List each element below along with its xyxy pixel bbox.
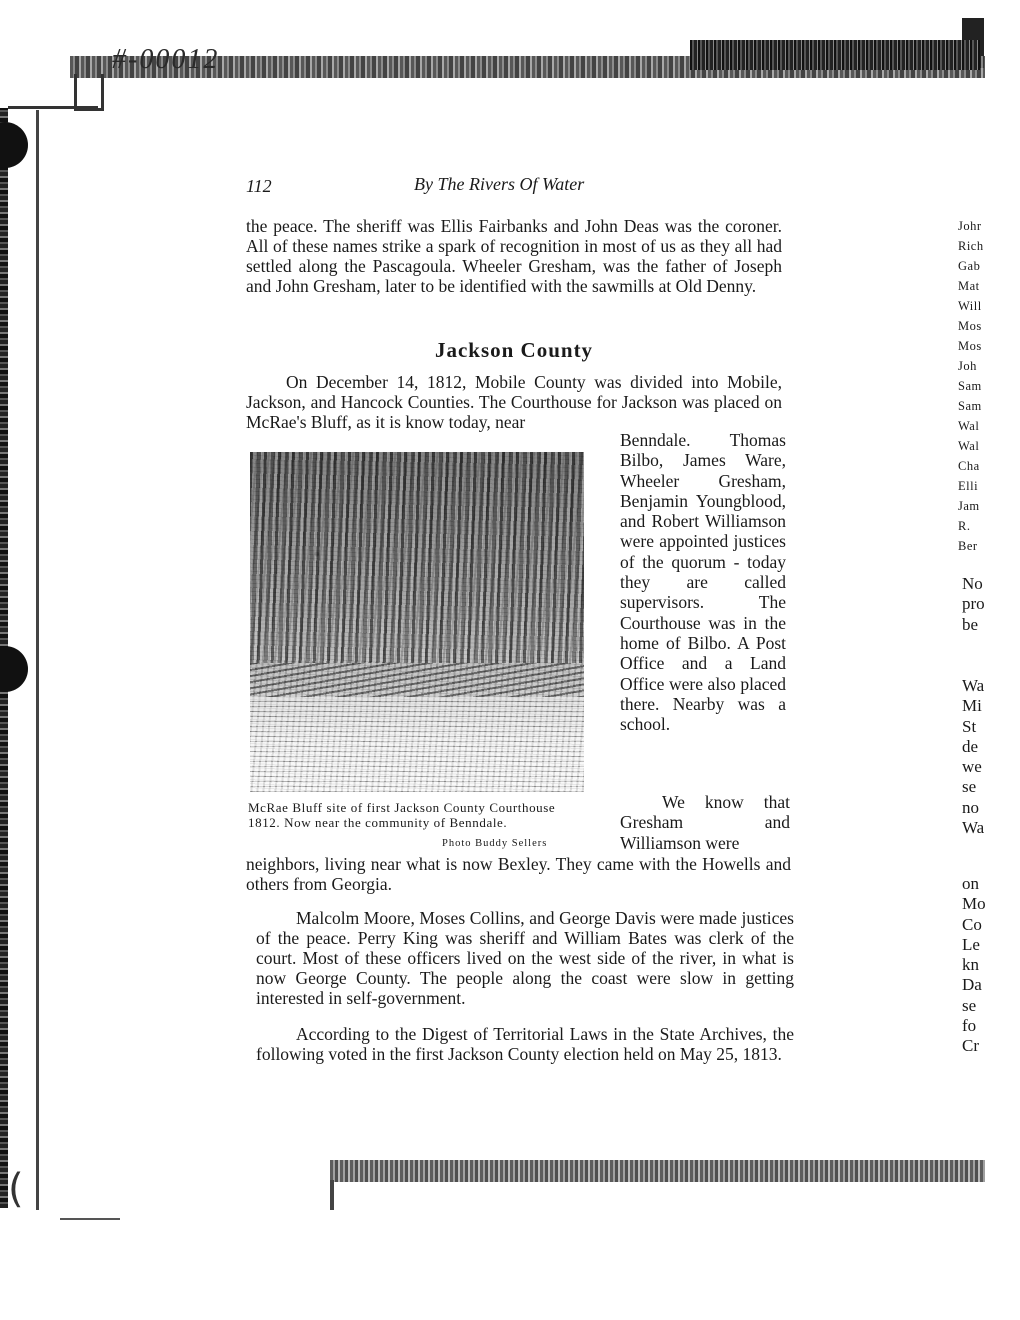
list-item: Sam [958, 399, 982, 413]
text-fragment: no [962, 797, 979, 817]
text-fragment: Le [962, 934, 980, 954]
text-fragment: fo [962, 1016, 977, 1036]
running-title: By The Rivers Of Water [414, 174, 585, 194]
list-item: Jam [958, 499, 980, 513]
photo-credit: Photo Buddy Sellers [442, 838, 548, 849]
scan-bottom-dash [60, 1218, 120, 1220]
text-fragment: Mo [962, 894, 986, 914]
paragraph-county-division: On December 14, 1812, Mobile County was divided into Mobile, Jackson, and Hancock Counties. The Courthouse for Jackson was placed on McRae's Bluff, as it is know today, near [246, 372, 782, 432]
text-fragment: Wa [962, 676, 985, 695]
list-item: Ber [958, 539, 978, 553]
list-item: Joh [958, 359, 977, 373]
text-fragment: se [962, 995, 977, 1015]
text-fragment: kn [962, 955, 979, 975]
list-item: Rich [958, 239, 984, 253]
list-item: Wal [958, 419, 980, 433]
next-page-fragment-2 [962, 676, 1020, 838]
paragraph-justices-side: Benndale. Thomas Bilbo, James Ware, Wheeler Gresham, Benjamin Youngblood, and Robert Williamson were appointed justices of the quorum - today they are called supervisors. The Courthouse was in the home of Bilbo. A Post Office and a Land Office were also placed there. Nearby was a school. [620, 430, 786, 735]
text-fragment: on [962, 874, 979, 893]
next-page-fragment-3 [962, 874, 1020, 1057]
binder-ring-icon: ( [8, 1166, 24, 1212]
text-fragment: pro [962, 594, 985, 614]
scan-bottom-border [330, 1160, 985, 1182]
binder-hole-icon [0, 122, 28, 168]
mcrae-bluff-photo [250, 452, 584, 792]
scan-top-border-dark [690, 40, 980, 70]
list-item: Mat [958, 279, 980, 293]
paragraph-neighbors: neighbors, living near what is now Bexley. They came with the Howells and others from Georgia. [246, 854, 791, 894]
section-heading: Jackson County [434, 338, 594, 362]
list-item: Gab [958, 259, 981, 273]
list-item: Wal [958, 439, 980, 453]
next-page-fragment-1 [962, 574, 1020, 635]
scan-left-top-line [8, 106, 98, 109]
list-item: Cha [958, 459, 980, 473]
list-item: Mos [958, 319, 982, 333]
photo-water [250, 697, 584, 792]
list-item: Will [958, 299, 982, 313]
list-item: Mos [958, 339, 982, 353]
text-fragment: se [962, 777, 977, 797]
text-fragment: Co [962, 914, 982, 934]
photo-caption: McRae Bluff site of first Jackson County Courthouse 1812. Now near the community of Benndale. [248, 800, 556, 830]
list-item: R. [958, 519, 971, 533]
binder-hole-icon [0, 646, 28, 692]
text-fragment: Da [962, 975, 982, 995]
text-fragment: Cr [962, 1036, 979, 1056]
text-fragment: be [962, 614, 979, 634]
list-item: Johr [958, 219, 982, 233]
paragraph-neighbors-side: We know that Gresham and Williamson were [620, 792, 790, 853]
scan-document-number: #-00012 [112, 44, 220, 75]
text-fragment: No [962, 574, 983, 593]
scan-left-rule [36, 110, 39, 1210]
photo-riverbank [250, 663, 584, 697]
list-item: Elli [958, 479, 979, 493]
photo-trees [250, 452, 584, 663]
text-fragment: Wa [962, 818, 985, 838]
text-fragment: Mi [962, 696, 982, 716]
text-fragment: we [962, 757, 982, 777]
next-page-name-list [958, 216, 1020, 556]
paragraph-officers: Malcolm Moore, Moses Collins, and George Davis were made justices of the peace. Perry King was sheriff and William Bates was clerk of the court. Most of these officers lived on the west side of the river, in what is now George County. The people along the coast were slow in getting interested in self-government. [256, 908, 794, 1008]
paragraph-peace-officers: the peace. The sheriff was Ellis Fairbanks and John Deas was the coroner. All of these names strike a spark of recognition in most of us as they all had settled along the Pascagoula. Wheeler Gresham, was the father of Joseph and John Gresham, later to be identified with the sawmills at Old Denny. [246, 216, 782, 296]
text-fragment: St [962, 716, 977, 736]
scan-bottom-tick [330, 1180, 334, 1210]
page-number: 112 [246, 176, 272, 196]
list-item: Sam [958, 379, 982, 393]
paragraph-election: According to the Digest of Territorial Laws in the State Archives, the following voted in the first Jackson County election held on May 25, 1813. [256, 1024, 794, 1064]
text-fragment: de [962, 736, 979, 756]
